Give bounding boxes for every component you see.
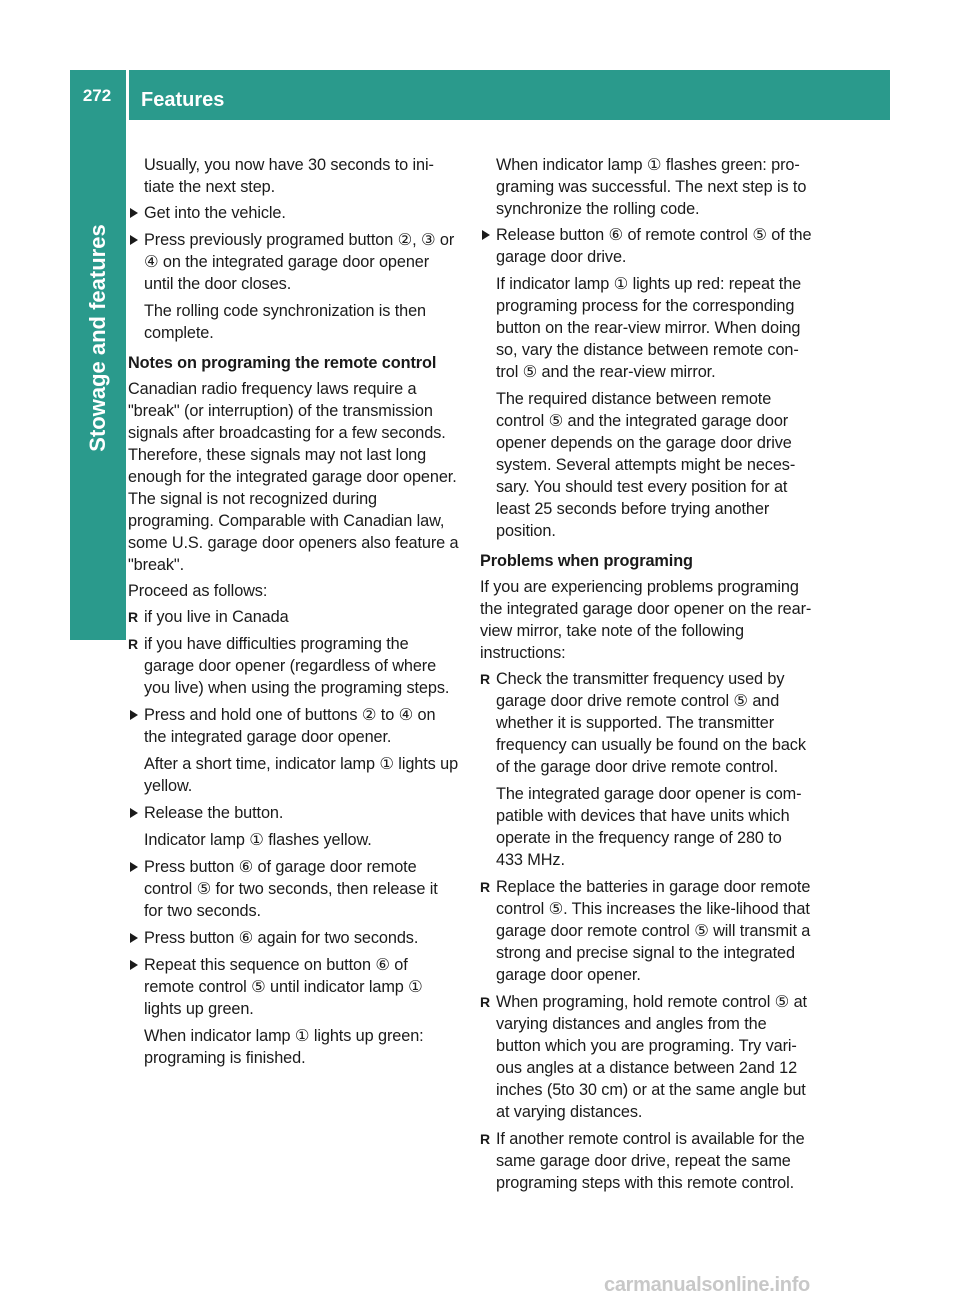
- step-item: Get into the vehicle.: [128, 202, 460, 224]
- paragraph: If you are experiencing problems programing the integrated garage door opener on the rear-view mirror, take note of the following instructions:: [480, 578, 812, 662]
- step-continuation: When indicator lamp ① lights up green: programing is finished.: [144, 1027, 424, 1067]
- subheading: Notes on programing the remote control: [128, 354, 437, 372]
- step-continuation: Indicator lamp ① flashes yellow.: [144, 831, 372, 849]
- paragraph: Proceed as follows:: [128, 582, 268, 600]
- bullet-item: R If another remote control is available for the same garage door drive, repeat the same programing steps with this remote control.: [480, 1128, 812, 1194]
- paragraph: Canadian radio frequency laws require a "break" (or interruption) of the transmission signals after broadcasting for a few seconds. Therefore, these signals may not last long enough for the integrated garage door opener. The signal is not recognized during programing. Comparable with Canadian law, some U.S. garage door openers also feature a "break".: [128, 380, 459, 574]
- step-continuation: After a short time, indicator lamp ① lights up yellow.: [144, 755, 459, 795]
- bullet-continuation: The integrated garage door opener is com-patible with devices that have units which operate in the frequency range of 280 to 433 MHz.: [496, 785, 802, 869]
- page-number: 272: [82, 86, 112, 105]
- subheading: Problems when programing: [480, 552, 693, 570]
- step-item: Repeat this sequence on button ⑥ of remote control ⑤ until indicator lamp ① lights up green.: [128, 954, 460, 1020]
- left-column: [128, 154, 460, 1074]
- step-item: Press button ⑥ of garage door remote control ⑤ for two seconds, then release it for two seconds.: [128, 856, 460, 922]
- step-item: Release the button.: [128, 802, 460, 824]
- watermark: carmanualsonline.info: [604, 1274, 810, 1296]
- step-item: Release button ⑥ of remote control ⑤ of the garage door drive.: [480, 224, 812, 268]
- step-continuation: If indicator lamp ① lights up red: repeat the programing process for the corresponding button on the rear-view mirror. When doing so, vary the distance between remote con-trol ⑤ and the rear-view mirror.: [496, 275, 802, 381]
- step-item: Press and hold one of buttons ② to ④ on the integrated garage door opener.: [128, 704, 460, 748]
- bullet-item: R if you have difficulties programing the garage door opener (regardless of where you live) when using the programing steps.: [128, 633, 460, 699]
- step-continuation: The rolling code synchronization is then complete.: [144, 302, 426, 342]
- side-tab-label: Stowage and features: [85, 224, 110, 452]
- bullet-item: R Check the transmitter frequency used by garage door drive remote control ⑤ and whether it is supported. The transmitter frequency can usually be found on the back of the garage door drive remote control.: [480, 668, 812, 778]
- bullet-item: R if you live in Canada: [128, 606, 460, 628]
- right-column: [480, 154, 812, 1199]
- step-continuation: The required distance between remote control ⑤ and the integrated garage door opener depends on the garage door drive system. Several attempts might be neces-sary. You should test every position for at least 25 seconds before trying another position.: [496, 390, 796, 540]
- step-item: Press button ⑥ again for two seconds.: [128, 927, 460, 949]
- paragraph: When indicator lamp ① flashes green: pro-graming was successful. The next step is to synchronize the rolling code.: [496, 156, 807, 218]
- bullet-item: R Replace the batteries in garage door remote control ⑤. This increases the like-lihood that garage door remote control ⑤ will transmit a strong and precise signal to the integrated garage door opener.: [480, 876, 812, 986]
- paragraph: Usually, you now have 30 seconds to ini-tiate the next step.: [144, 156, 434, 196]
- header-divider: [126, 70, 129, 120]
- step-item: Press previously programed button ②, ③ or ④ on the integrated garage door opener until the door closes.: [128, 229, 460, 295]
- bullet-item: R When programing, hold remote control ⑤ at varying distances and angles from the button which you are programing. Try vari-ous angles at a distance between 2and 12 inches (5to 30 cm) or at the same angle but at varying distances.: [480, 991, 812, 1123]
- section-title: Features: [141, 89, 225, 111]
